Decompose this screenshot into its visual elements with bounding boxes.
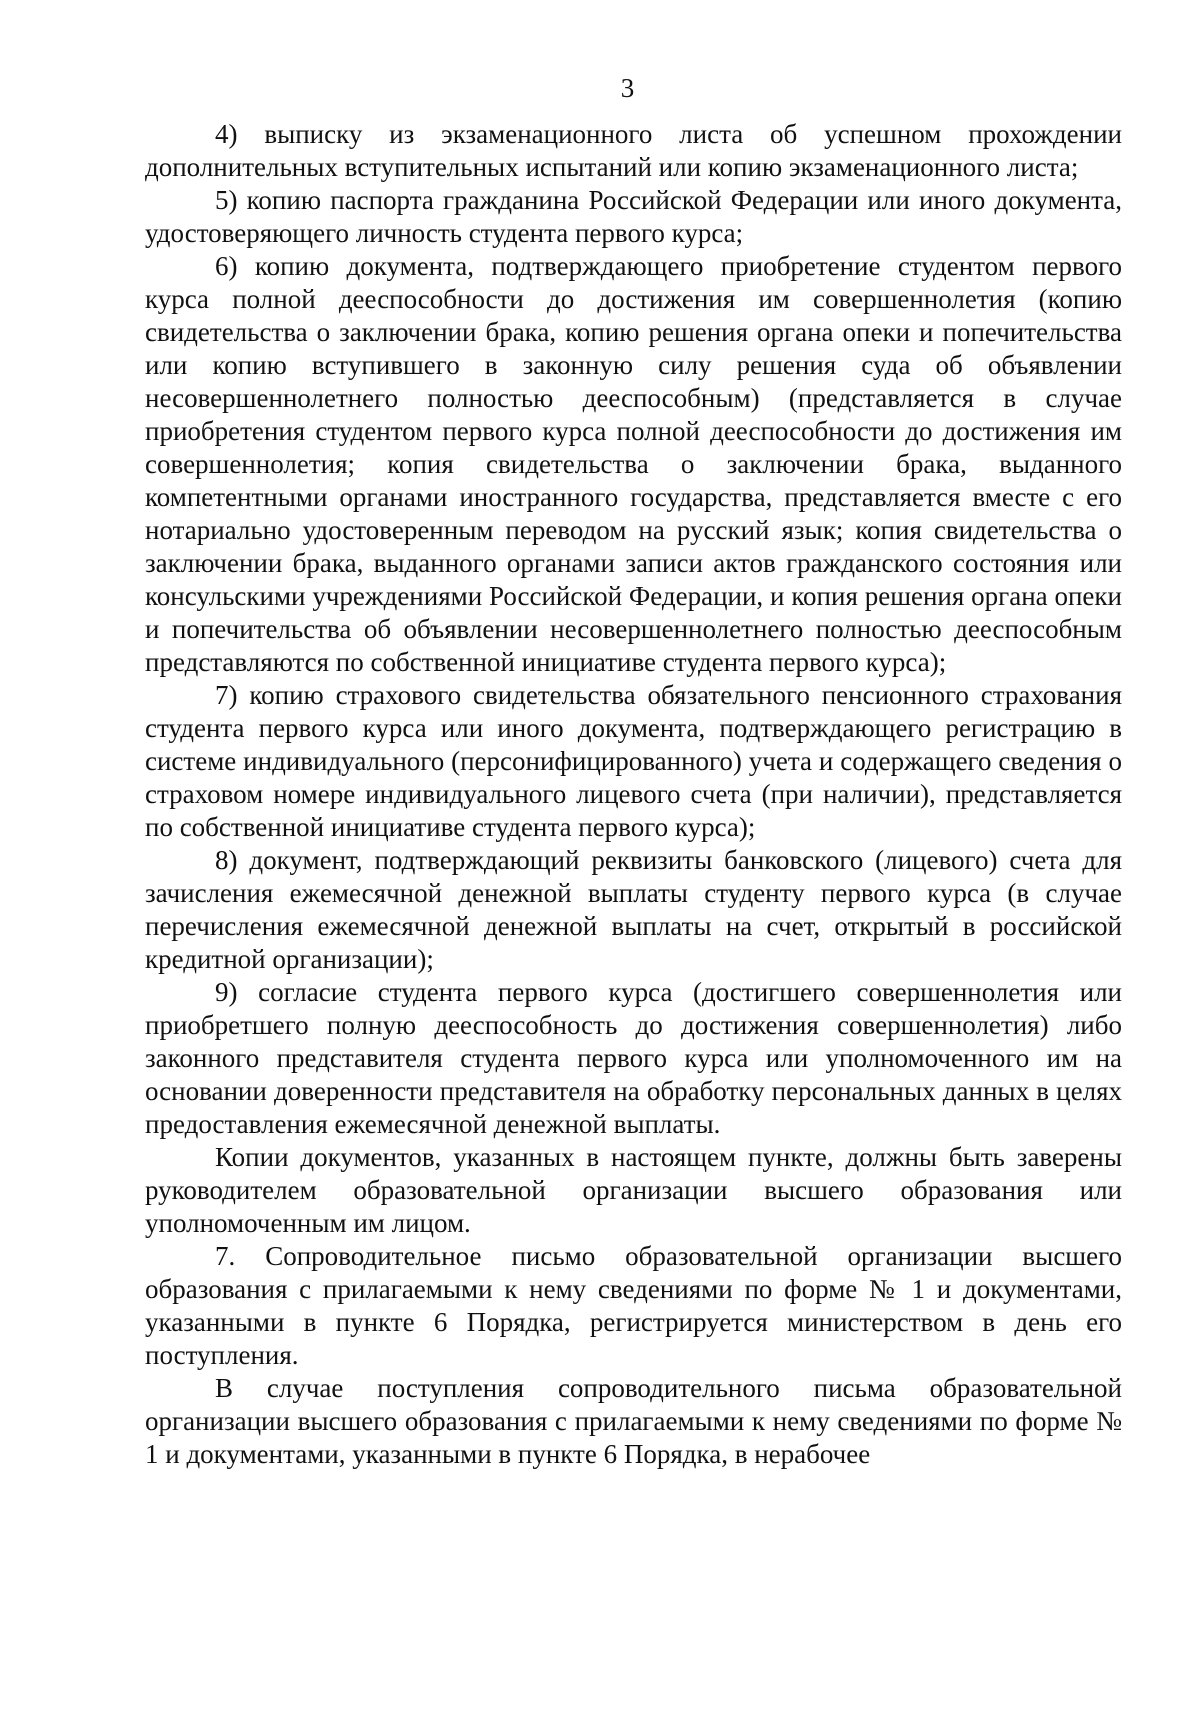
- paragraph-nonworking-day: В случае поступления сопроводительного письма образовательной организации высшего образования с прилагаемыми к нему сведениями по форме № 1 и документами, указанными в пункте 6 Порядка, в нерабочее: [145, 1373, 1122, 1469]
- paragraph-item-5: 5) копию паспорта гражданина Российской Федерации или иного документа, удостоверяющего личность студента первого курса;: [145, 185, 1122, 248]
- paragraph-item-4: 4) выписку из экзаменационного листа об успешном прохождении дополнительных вступительных испытаний или копию экзаменационного листа;: [145, 119, 1122, 182]
- paragraph-item-9: 9) согласие студента первого курса (достигшего совершеннолетия или приобретшего полную дееспособность до достижения совершеннолетия) либо законного представителя студента первого курса или уполномоченного им на основании доверенности представителя на обработку персональных данных в целях предоставления ежемесячной денежной выплаты.: [145, 977, 1122, 1139]
- document-body: [145, 118, 1122, 1471]
- paragraph-point-7: 7. Сопроводительное письмо образовательной организации высшего образования с прилагаемыми к нему сведениями по форме № 1 и документами, указанными в пункте 6 Порядка, регистрируется министерством в день его поступления.: [145, 1241, 1122, 1370]
- paragraph-item-6: 6) копию документа, подтверждающего приобретение студентом первого курса полной дееспособности до достижения им совершеннолетия (копию свидетельства о заключении брака, копию решения органа опеки и попечительства или копию вступившего в законную силу решения суда об объявлении несовершеннолетнего полностью дееспособным) (представляется в случае приобретения студентом первого курса полной дееспособности до достижения им совершеннолетия; копия свидетельства о заключении брака, выданного компетентными органами иностранного государства, представляется вместе с его нотариально удостоверенным переводом на русский язык; копия свидетельства о заключении брака, выданного органами записи актов гражданского состояния или консульскими учреждениями Российской Федерации, и копия решения органа опеки и попечительства об объявлении несовершеннолетнего полностью дееспособным представляются по собственной инициативе студента первого курса);: [145, 251, 1122, 677]
- paragraph-item-7: 7) копию страхового свидетельства обязательного пенсионного страхования студента первого курса или иного документа, подтверждающего регистрацию в системе индивидуального (персонифицированного) учета и содержащего сведения о страховом номере индивидуального лицевого счета (при наличии), представляется по собственной инициативе студента первого курса);: [145, 680, 1122, 842]
- page-number: 3: [620, 73, 635, 103]
- paragraph-copies-note: Копии документов, указанных в настоящем пункте, должны быть заверены руководителем образовательной организации высшего образования или уполномоченным им лицом.: [145, 1142, 1122, 1238]
- paragraph-item-8: 8) документ, подтверждающий реквизиты банковского (лицевого) счета для зачисления ежемесячной денежной выплаты студенту первого курса (в случае перечисления ежемесячной денежной выплаты на счет, открытый в российской кредитной организации);: [145, 845, 1122, 974]
